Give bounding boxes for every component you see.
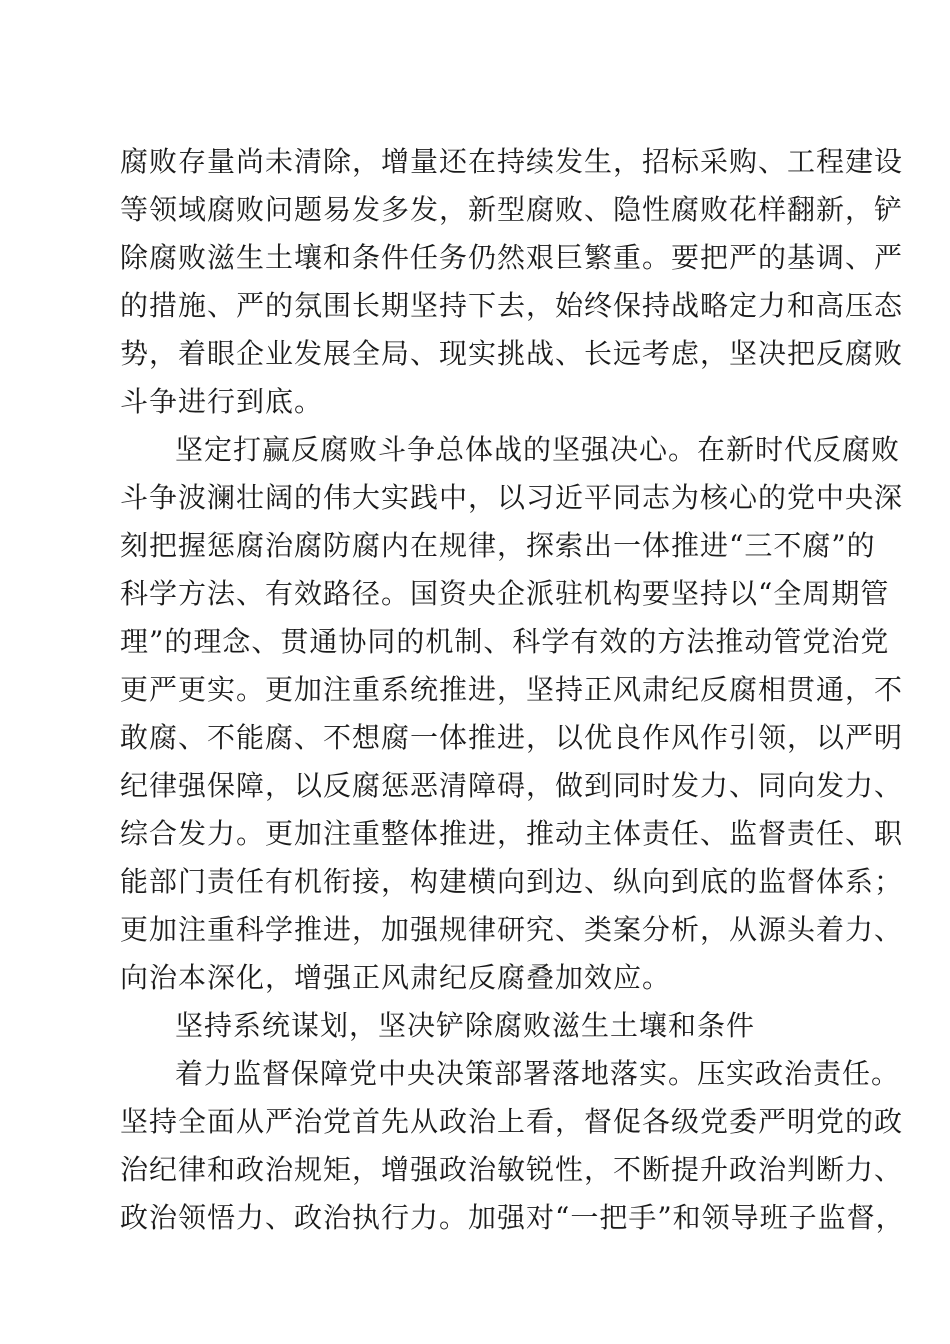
text-line: 斗争进行到底。 (120, 385, 324, 418)
text-line: 等领域腐败问题易发多发，新型腐败、隐性腐败花样翻新，铲 (120, 193, 904, 226)
text-line: 理”的理念、贯通协同的机制、科学有效的方法推动管党治党 (120, 625, 890, 658)
text-line: 敢腐、不能腐、不想腐一体推进，以优良作风作引领，以严明 (120, 721, 904, 754)
text-line: 综合发力。更加注重整体推进，推动主体责任、监督责任、职 (120, 817, 904, 850)
text-line: 斗争波澜壮阔的伟大实践中，以习近平同志为核心的党中央深 (120, 481, 904, 514)
text-line: 能部门责任有机衔接，构建横向到边、纵向到底的监督体系； (120, 865, 904, 898)
text-line: 腐败存量尚未清除，增量还在持续发生，招标采购、工程建设 (120, 145, 904, 178)
paragraph-lead-line: 坚定打赢反腐败斗争总体战的坚强决心。在新时代反腐败 (175, 433, 901, 466)
text-line: 向治本深化，增强正风肃纪反腐叠加效应。 (120, 961, 672, 994)
text-line: 科学方法、有效路径。国资央企派驻机构要坚持以“全周期管 (120, 577, 890, 610)
text-line: 除腐败滋生土壤和条件任务仍然艰巨繁重。要把严的基调、严 (120, 241, 904, 274)
text-line: 纪律强保障，以反腐惩恶清障碍，做到同时发力、同向发力、 (120, 769, 904, 802)
text-line: 政治领悟力、政治执行力。加强对“一把手”和领导班子监督， (120, 1201, 905, 1234)
text-line: 刻把握惩腐治腐防腐内在规律，探索出一体推进“三不腐”的 (120, 529, 876, 562)
text-line: 更加注重科学推进，加强规律研究、类案分析，从源头着力、 (120, 913, 904, 946)
text-line: 治纪律和政治规矩，增强政治敏锐性，不断提升政治判断力、 (120, 1153, 904, 1186)
section-heading: 坚持系统谋划，坚决铲除腐败滋生土壤和条件 (175, 1009, 756, 1042)
text-line: 更严更实。更加注重系统推进，坚持正风肃纪反腐相贯通，不 (120, 673, 904, 706)
paragraph-lead-line: 着力监督保障党中央决策部署落地落实。压实政治责任。 (175, 1057, 901, 1090)
text-line: 坚持全面从严治党首先从政治上看，督促各级党委严明党的政 (120, 1105, 904, 1138)
text-line: 的措施、严的氛围长期坚持下去，始终保持战略定力和高压态 (120, 289, 904, 322)
text-line: 势，着眼企业发展全局、现实挑战、长远考虑，坚决把反腐败 (120, 337, 904, 370)
